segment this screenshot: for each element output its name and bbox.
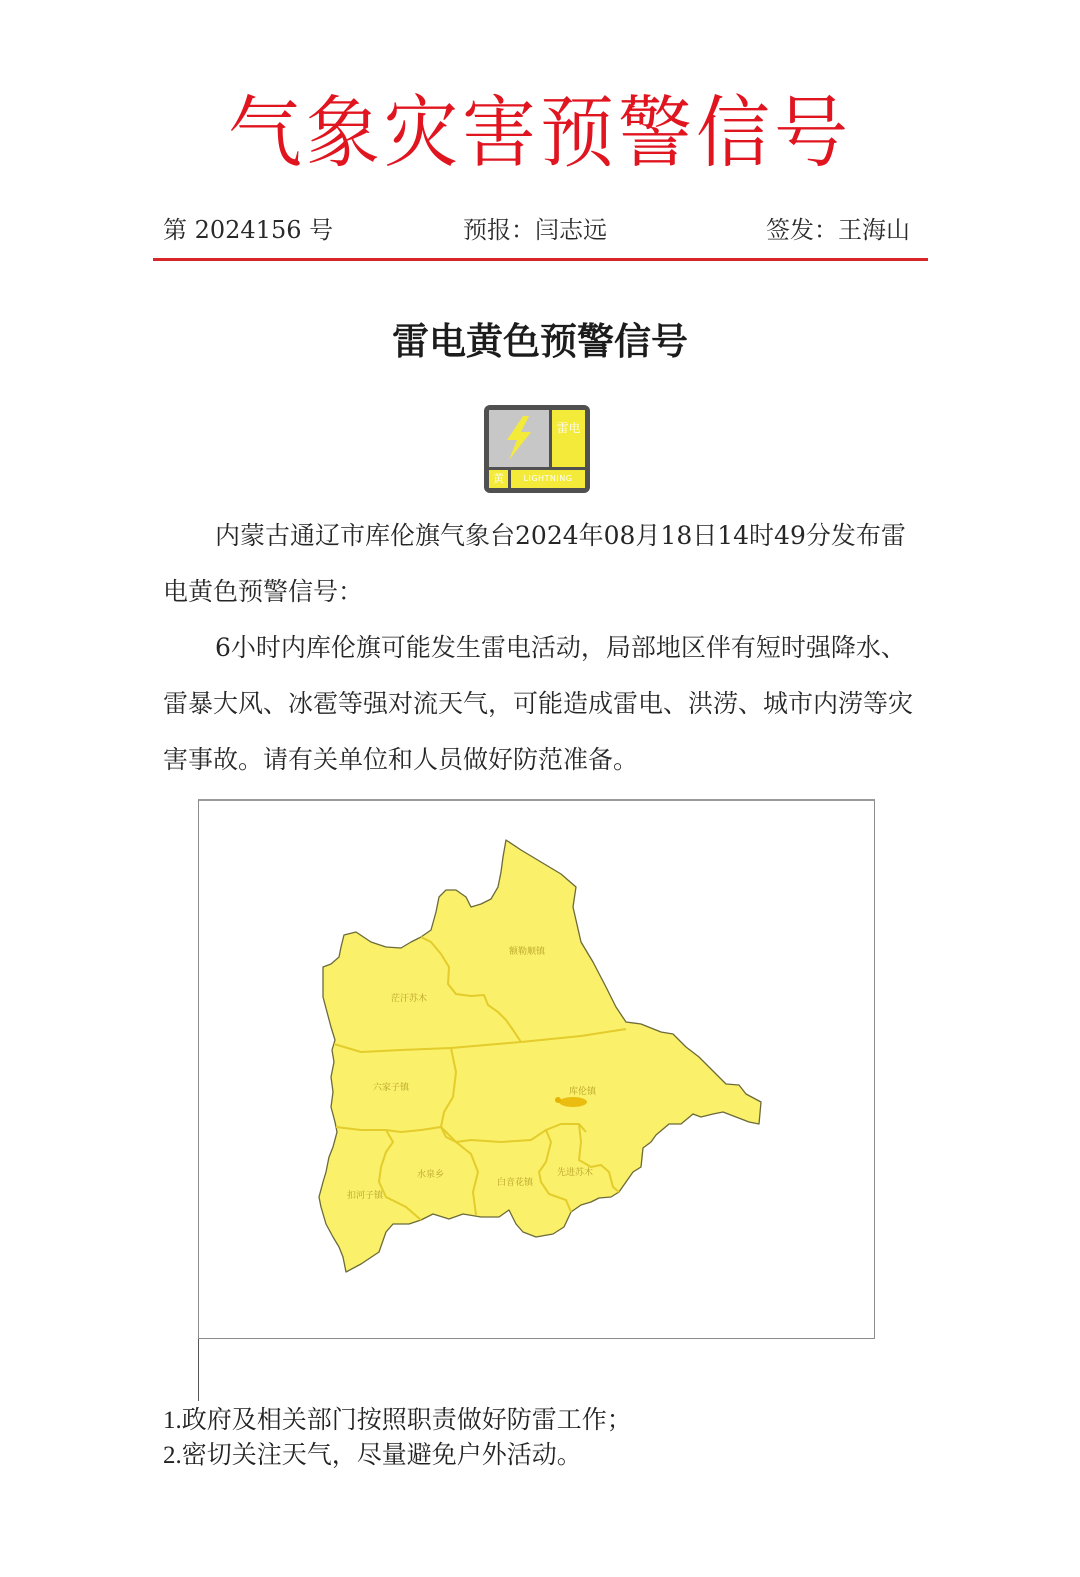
- lightning-yellow-warning-badge: [484, 405, 590, 493]
- region-label-xianjin: 先进苏木: [557, 1168, 594, 1178]
- lightning-bolt-icon: [489, 410, 549, 467]
- map-graphic: [199, 801, 876, 1341]
- region-label-baiyinhua: 白音花镇: [497, 1178, 534, 1188]
- region-label-liujiazi: 六家子镇: [373, 1083, 410, 1093]
- warning-area-map: [198, 799, 875, 1339]
- region-label-kulun: 库伦镇: [569, 1087, 597, 1097]
- issuer: 签发：王海山: [766, 216, 910, 244]
- guidance-list: [163, 1403, 632, 1473]
- region-label-manghan: 茫汗苏木: [391, 994, 428, 1004]
- issue-statement: 内蒙古通辽市库伦旗气象台2024年08月18日14时49分发布雷电黄色预警信号：: [163, 521, 906, 606]
- signal-title: 雷电黄色预警信号: [392, 319, 688, 363]
- region-outline: [319, 840, 761, 1272]
- region-label-kouhezi: 扣河子镇: [347, 1191, 384, 1201]
- warning-content: 6小时内库伦旗可能发生雷电活动，局部地区伴有短时强降水、雷暴大风、冰雹等强对流天气，可能造成雷电、洪涝、城市内涝等灾害事故。请有关单位和人员做好防范准备。: [163, 633, 914, 774]
- badge-label-en: LIGHTNING: [511, 470, 585, 488]
- issue-number: 第 2024156 号: [163, 216, 334, 244]
- document-header-title: 气象灾害预警信号: [228, 87, 852, 179]
- region-label-elesun: 额勒顺镇: [509, 947, 546, 957]
- frame-edge-line: [198, 1339, 199, 1401]
- badge-label-cn: 雷电: [552, 410, 585, 467]
- region-label-shuiquan: 水泉乡: [417, 1170, 445, 1180]
- guidance-item-2: 2.密切关注天气，尽量避免户外活动。: [163, 1442, 582, 1469]
- badge-icon-panel: [489, 410, 549, 467]
- guidance-item-1: 1.政府及相关部门按照职责做好防雷工作；: [163, 1407, 632, 1434]
- badge-color-label: 黄: [489, 470, 508, 488]
- forecaster: 预报：闫志远: [463, 216, 607, 244]
- header-divider: [153, 258, 928, 261]
